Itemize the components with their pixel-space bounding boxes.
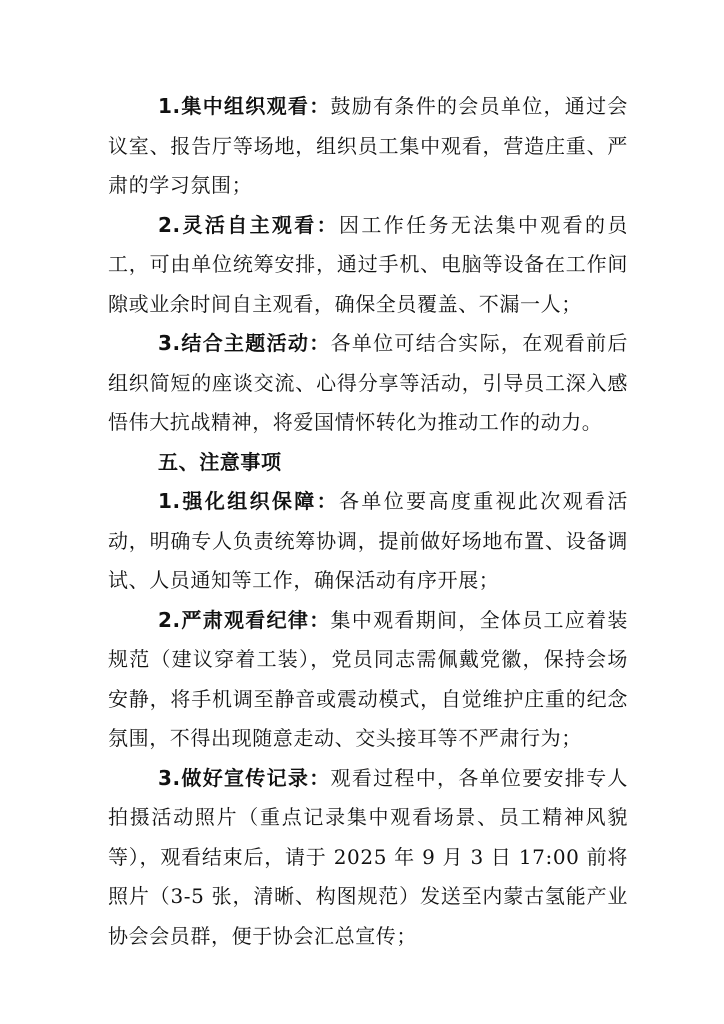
- paragraph-theme-activities: [108, 324, 628, 443]
- item-text: 各单位可结合实际，在观看前后组织简短的座谈交流、心得分享等活动，引导员工深入感悟伟大抗战精神，将爱国情怀转化为推动工作的动力。: [108, 331, 628, 434]
- item-lead: 1.集中组织观看：: [158, 94, 331, 118]
- document-body: [108, 87, 628, 956]
- item-text: 鼓励有条件的会员单位，通过会议室、报告厅等场地，组织员工集中观看，营造庄重、严肃的学习氛围；: [108, 94, 628, 197]
- item-text: 观看过程中，各单位要安排专人拍摄活动照片（重点记录集中观看场景、员工精神风貌等），观看结束后，请于 2025 年 9 月 3 日 17:00 前将照片（3-5 张，清晰、构图规范）发送至内蒙古氢能产业协会会员群，便于协会汇总宣传；: [108, 765, 628, 948]
- item-text: 集中观看期间，全体员工应着装规范（建议穿着工装），党员同志需佩戴党徽，保持会场安静，将手机调至静音或震动模式，自觉维护庄重的纪念氛围，不得出现随意走动、交头接耳等不严肃行为；: [108, 607, 628, 750]
- item-text: 各单位要高度重视此次观看活动，明确专人负责统筹协调，提前做好场地布置、设备调试、人员通知等工作，确保活动有序开展；: [108, 489, 628, 592]
- paragraph-organization-guarantee: [108, 482, 628, 601]
- paragraph-viewing-discipline: [108, 601, 628, 759]
- item-lead: 2.严肃观看纪律：: [158, 607, 331, 632]
- paragraph-flexible-viewing: [108, 206, 628, 325]
- item-lead: 3.结合主题活动：: [158, 331, 331, 355]
- section-heading: 五、注意事项: [158, 449, 282, 474]
- item-lead: 2.灵活自主观看：: [158, 212, 340, 237]
- item-lead: 1.强化组织保障：: [158, 489, 340, 513]
- item-text: 因工作任务无法集中观看的员工，可由单位统筹安排，通过手机、电脑等设备在工作间隙或业余时间自主观看，确保全员覆盖、不漏一人；: [108, 212, 628, 316]
- paragraph-publicity-records: [108, 759, 628, 957]
- paragraph-centralized-viewing: [108, 87, 628, 206]
- item-lead: 3.做好宣传记录：: [158, 765, 331, 790]
